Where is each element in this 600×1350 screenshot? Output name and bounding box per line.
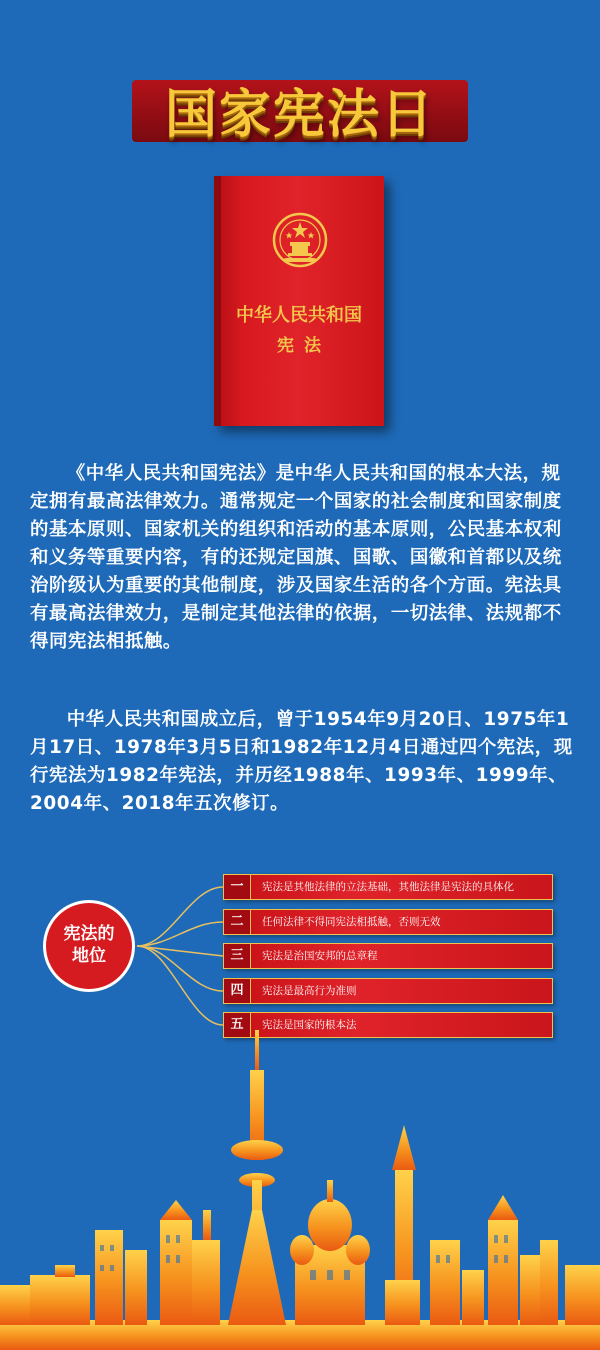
status-item-text: 宪法是其他法律的立法基础，其他法律是宪法的具体化 bbox=[262, 881, 514, 893]
status-item-text: 宪法是国家的根本法 bbox=[262, 1019, 357, 1031]
status-item-text: 任何法律不得同宪法相抵触，否则无效 bbox=[262, 916, 441, 928]
book-country-label: 中华人民共和国 bbox=[236, 305, 362, 326]
status-item-number: 五 bbox=[224, 1013, 251, 1037]
title-banner bbox=[132, 70, 468, 145]
book-law-label: 宪法 bbox=[277, 336, 331, 356]
national-emblem-icon bbox=[272, 212, 328, 268]
status-item-4 bbox=[223, 978, 553, 1004]
status-circle bbox=[46, 903, 132, 989]
history-paragraph: 中华人民共和国成立后，曾于1954年9月20日、1975年1月17日、1978年3月5日和1982年12月4日通过四个宪法，现行宪法为1982年宪法，并历经1988年、1993年、1999年、2004年、2018年五次修订。 bbox=[30, 709, 573, 814]
status-item-text: 宪法是最高行为准则 bbox=[262, 985, 357, 997]
status-circle-line1: 宪法的 bbox=[63, 924, 115, 944]
status-item-number: 三 bbox=[224, 944, 251, 968]
page-title: 国家宪法日 bbox=[164, 84, 435, 145]
constitution-book-image bbox=[214, 176, 384, 426]
status-item-number: 一 bbox=[224, 875, 251, 899]
status-item-text: 宪法是治国安邦的总章程 bbox=[262, 950, 378, 962]
status-item-number: 二 bbox=[224, 910, 251, 934]
status-item-2 bbox=[223, 909, 553, 935]
city-skyline-illustration bbox=[0, 1030, 600, 1350]
status-circle-line2: 地位 bbox=[72, 946, 106, 966]
status-item-number: 四 bbox=[224, 979, 251, 1003]
status-item-1 bbox=[223, 874, 553, 900]
intro-paragraph: 《中华人民共和国宪法》是中华人民共和国的根本大法，规定拥有最高法律效力。通常规定一个国家的社会制度和国家制度的基本原则、国家机关的组织和活动的基本原则，公民基本权利和义务等重要内容，有的还规定国旗、国歌、国徽和首都以及统治阶级认为重要的其他制度，涉及国家生活的各个方面。宪法具有最高法律效力，是制定其他法律的依据，一切法律、法规都不得同宪法相抵触。 bbox=[30, 463, 562, 652]
status-item-3 bbox=[223, 943, 553, 969]
